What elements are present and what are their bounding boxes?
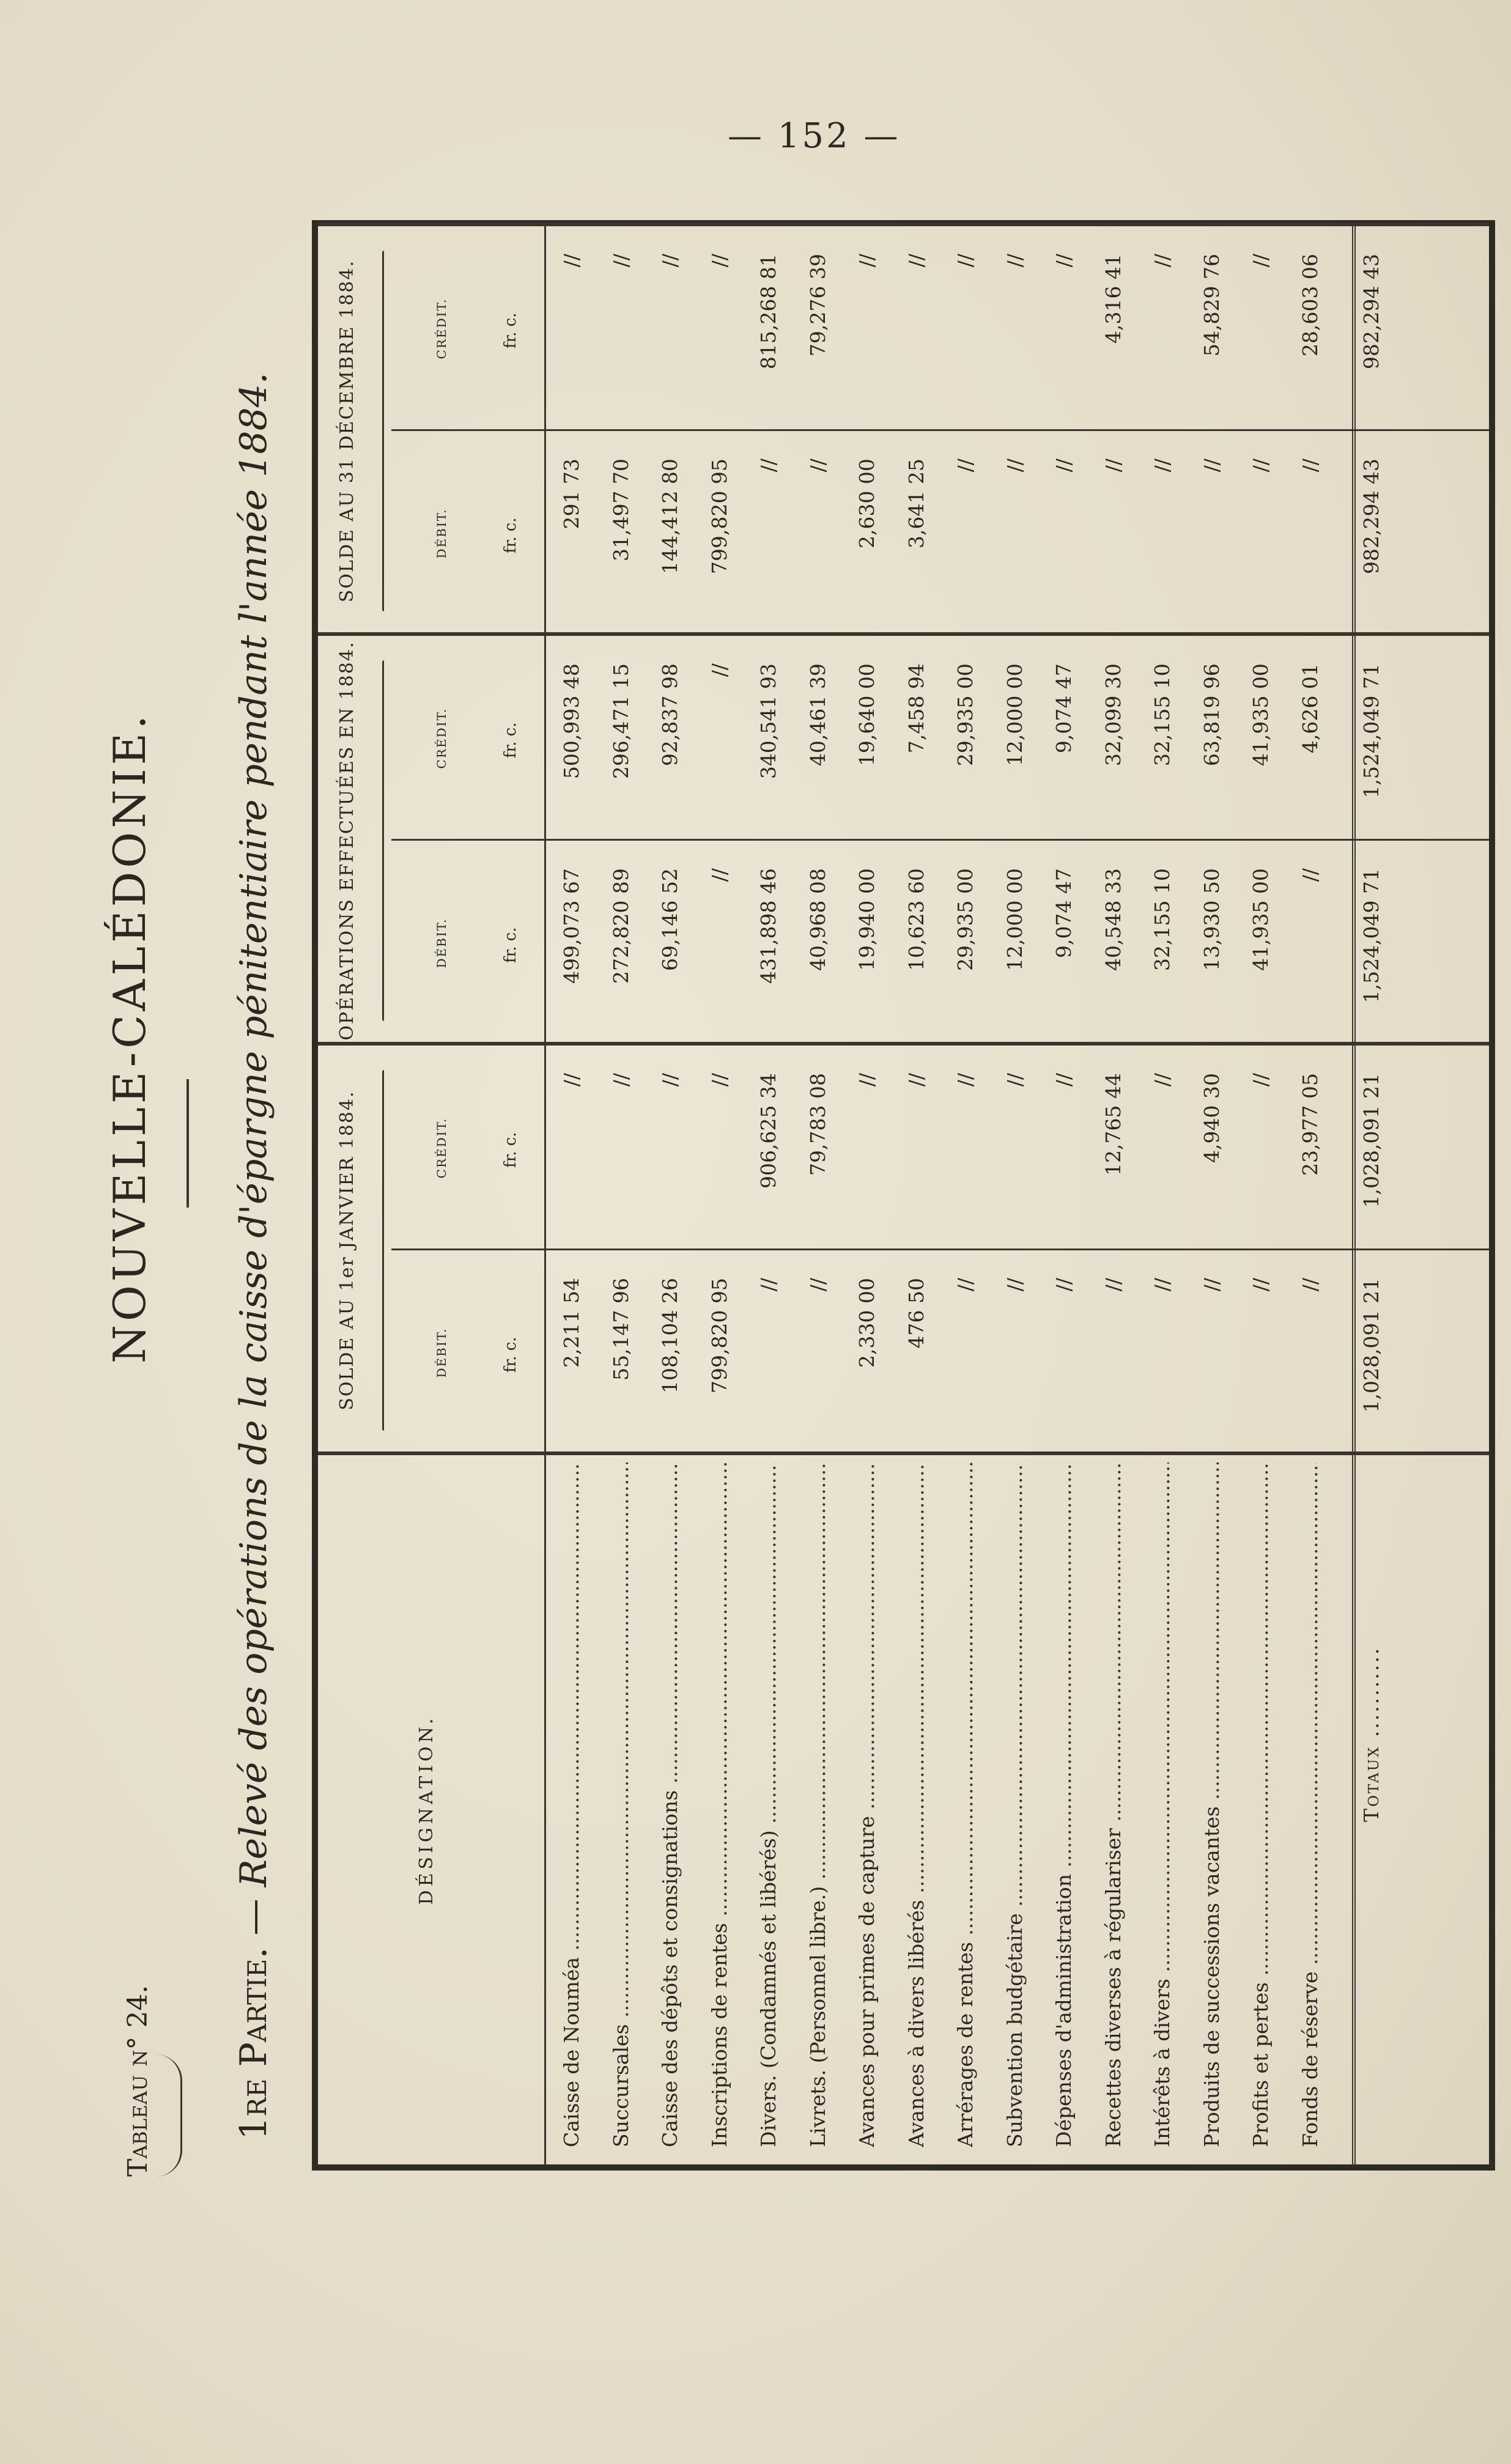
table-cell: 63,819 96 — [1199, 663, 1224, 766]
table-cell: 12,765 44 — [1101, 1073, 1125, 1176]
row-label: Dépenses d'administration ..... — [1052, 1463, 1076, 2147]
table-cell: // — [608, 1073, 633, 1087]
table-cell: // — [1052, 254, 1076, 268]
subtitle — [232, 372, 275, 2140]
debit-header: DÉBIT. — [434, 1327, 449, 1378]
table-cell: 13,930 50 — [1199, 868, 1224, 971]
debit-header: DÉBIT. — [434, 508, 449, 559]
tableau-label: Tableau n° 24. — [122, 1985, 153, 2177]
table-cell: // — [756, 459, 780, 473]
table-cell: 32,155 10 — [1150, 868, 1174, 971]
table-cell: 9,074 47 — [1052, 868, 1076, 958]
credit-header: CRÉDIT. — [434, 1117, 449, 1179]
table-cell: // — [1249, 459, 1273, 473]
table-cell: 4,626 01 — [1298, 663, 1322, 753]
totals-cell: 1,524,049 71 — [1359, 868, 1383, 1003]
unit-header: fr. c. — [501, 927, 520, 963]
row-label: Profits et pertes ..... — [1249, 1463, 1273, 2147]
table-cell: 40,548 33 — [1101, 868, 1125, 971]
table-cell: // — [855, 254, 879, 268]
savings-table — [312, 220, 1495, 2171]
table-cell: // — [658, 1073, 682, 1087]
credit-header: CRÉDIT. — [434, 707, 449, 769]
table-cell: // — [1002, 459, 1027, 473]
table-cell: 23,977 05 — [1298, 1073, 1322, 1176]
row-label: Intérêts à divers ..... — [1150, 1463, 1174, 2147]
group-brace — [382, 1070, 384, 1431]
table-cell: // — [1101, 459, 1125, 473]
table-cell: 31,497 70 — [608, 459, 633, 561]
table-cell: // — [1002, 1073, 1027, 1087]
table-cell: 7,458 94 — [904, 663, 928, 753]
table-cell: 12,000 00 — [1002, 868, 1027, 971]
title-rule — [187, 1079, 189, 1208]
table-cell: // — [805, 1278, 830, 1292]
table-cell: 906,625 34 — [756, 1073, 780, 1189]
table-cell: // — [1150, 1073, 1174, 1087]
table-cell: 3,641 25 — [904, 459, 928, 548]
totals-cell: 1,524,049 71 — [1359, 663, 1383, 799]
page-number: — 152 — — [728, 116, 901, 156]
table-cell: // — [1052, 1278, 1076, 1292]
row-label: Inscriptions de rentes ..... — [707, 1463, 731, 2147]
unit-header: fr. c. — [501, 1337, 520, 1373]
table-cell: 55,147 96 — [608, 1278, 633, 1381]
table-cell: // — [707, 663, 731, 677]
table-cell: // — [707, 1073, 731, 1087]
totals-divider — [1352, 226, 1356, 2164]
column-divider — [391, 429, 1489, 431]
table-cell: // — [1150, 254, 1174, 268]
table-cell: 2,330 00 — [855, 1278, 879, 1368]
table-cell: // — [1101, 1278, 1125, 1292]
table-cell: // — [904, 1073, 928, 1087]
row-label: Caisse de Nouméa ..... — [560, 1463, 583, 2147]
row-label: Avances pour primes de capture ..... — [855, 1463, 879, 2147]
table-cell: // — [560, 1073, 583, 1087]
table-cell: // — [1249, 254, 1273, 268]
table-cell: // — [1298, 868, 1322, 882]
unit-header: fr. c. — [501, 312, 520, 349]
row-label: Arrérages de rentes ..... — [953, 1463, 977, 2147]
table-cell: 54,829 76 — [1199, 254, 1224, 356]
table-cell: 19,940 00 — [855, 868, 879, 971]
table-cell: 40,968 08 — [805, 868, 830, 971]
table-cell: 431,898 46 — [756, 868, 780, 984]
table-cell: // — [1002, 254, 1027, 268]
row-label: Produits de successions vacantes ..... — [1200, 1463, 1224, 2147]
table-cell: // — [1052, 459, 1076, 473]
table-cell: 500,993 48 — [560, 663, 583, 779]
table-cell: 19,640 00 — [855, 663, 879, 766]
table-cell: // — [1052, 1073, 1076, 1087]
table-cell: // — [953, 1073, 977, 1087]
table-cell: 799,820 95 — [707, 1278, 731, 1393]
table-cell: 272,820 89 — [608, 868, 633, 984]
designation-header: DÉSIGNATION. — [416, 1714, 437, 1905]
table-cell: 10,623 60 — [904, 868, 928, 971]
table-cell: 79,276 39 — [805, 254, 830, 356]
table-cell: // — [1150, 459, 1174, 473]
column-divider — [391, 839, 1489, 841]
table-cell: // — [707, 868, 731, 882]
table-cell: 41,935 00 — [1249, 663, 1273, 766]
row-label: Livrets. (Personnel libre.) ..... — [806, 1463, 830, 2147]
row-label: Caisse des dépôts et consignations ..... — [658, 1463, 682, 2147]
table-cell: 28,603 06 — [1298, 254, 1322, 356]
totals-cell: 982,294 43 — [1359, 254, 1383, 369]
group-brace — [382, 660, 384, 1021]
unit-header: fr. c. — [501, 1132, 520, 1168]
table-cell: 108,104 26 — [658, 1278, 682, 1393]
table-cell: 32,155 10 — [1150, 663, 1174, 766]
column-divider — [391, 1249, 1489, 1250]
table-cell: // — [1249, 1278, 1273, 1292]
column-divider — [318, 223, 1489, 226]
table-cell: 41,935 00 — [1249, 868, 1273, 971]
table-cell: 296,471 15 — [608, 663, 633, 779]
table-cell: // — [904, 254, 928, 268]
table-cell: 32,099 30 — [1101, 663, 1125, 766]
table-cell: 799,820 95 — [707, 459, 731, 574]
table-cell: // — [1199, 459, 1224, 473]
table-cell: 2,630 00 — [855, 459, 879, 548]
table-cell: // — [805, 459, 830, 473]
table-cell: // — [658, 254, 682, 268]
group-header: SOLDE AU 1er JANVIER 1884. — [336, 1090, 358, 1411]
tableau-brace — [156, 2054, 182, 2177]
header-divider — [544, 226, 546, 2164]
totals-cell: 1,028,091 21 — [1359, 1073, 1383, 1208]
row-label: Divers. (Condamnés et libérés) ..... — [756, 1463, 780, 2147]
table-cell: 4,940 30 — [1199, 1073, 1224, 1163]
table-cell: 69,146 52 — [658, 868, 682, 971]
table-cell: 12,000 00 — [1002, 663, 1027, 766]
row-label: Subvention budgétaire ..... — [1003, 1463, 1027, 2147]
unit-header: fr. c. — [501, 517, 520, 553]
table-cell: // — [1002, 1278, 1027, 1292]
row-label: Fonds de réserve ..... — [1298, 1463, 1322, 2147]
subtitle-text: — Relevé des opérations de la caisse d'épargne pénitentiaire pendant l'année 1884. — [232, 372, 275, 1947]
table-cell: 499,073 67 — [560, 868, 583, 984]
table-cell: 9,074 47 — [1052, 663, 1076, 753]
totals-label: Totaux ..... — [1359, 1647, 1383, 1822]
main-title: NOUVELLE-CALÉDONIE. — [104, 711, 155, 1363]
table-cell: // — [953, 254, 977, 268]
table-cell: // — [1298, 459, 1322, 473]
table-cell: 340,541 93 — [756, 663, 780, 779]
group-brace — [382, 251, 384, 611]
credit-header: CRÉDIT. — [434, 298, 449, 360]
table-cell: 79,783 08 — [805, 1073, 830, 1176]
row-label: Recettes diverses à régulariser ..... — [1101, 1463, 1125, 2147]
debit-header: DÉBIT. — [434, 918, 449, 968]
table-cell: 29,935 00 — [953, 868, 977, 971]
row-label: Succursales ..... — [609, 1463, 633, 2147]
table-cell: 92,837 98 — [658, 663, 682, 766]
group-header: SOLDE AU 31 DÉCEMBRE 1884. — [336, 259, 358, 603]
table-cell: // — [953, 459, 977, 473]
table-cell: 4,316 41 — [1101, 254, 1125, 344]
table-cell: // — [1298, 1278, 1322, 1292]
table-cell: 40,461 39 — [805, 663, 830, 766]
table-cell: 2,211 54 — [560, 1278, 583, 1368]
table-cell: // — [1199, 1278, 1224, 1292]
table-cell: 476 50 — [904, 1278, 928, 1349]
unit-header: fr. c. — [501, 722, 520, 758]
row-label: Avances à divers libérés ..... — [904, 1463, 928, 2147]
totals-cell: 982,294 43 — [1359, 459, 1383, 574]
table-cell: 291 73 — [560, 459, 583, 529]
table-cell: 144,412 80 — [658, 459, 682, 574]
table-cell: // — [953, 1278, 977, 1292]
group-header: OPÉRATIONS EFFECTUÉES EN 1884. — [336, 641, 358, 1041]
table-cell: 815,268 81 — [756, 254, 780, 369]
table-cell: 29,935 00 — [953, 663, 977, 766]
table-cell: // — [855, 1073, 879, 1087]
table-cell: // — [756, 1278, 780, 1292]
table-cell: // — [560, 254, 583, 268]
table-cell: // — [707, 254, 731, 268]
table-cell: // — [1249, 1073, 1273, 1087]
table-cell: // — [1150, 1278, 1174, 1292]
subtitle-part: 1re Partie. — [232, 1947, 275, 2140]
table-cell: // — [608, 254, 633, 268]
totals-cell: 1,028,091 21 — [1359, 1278, 1383, 1413]
